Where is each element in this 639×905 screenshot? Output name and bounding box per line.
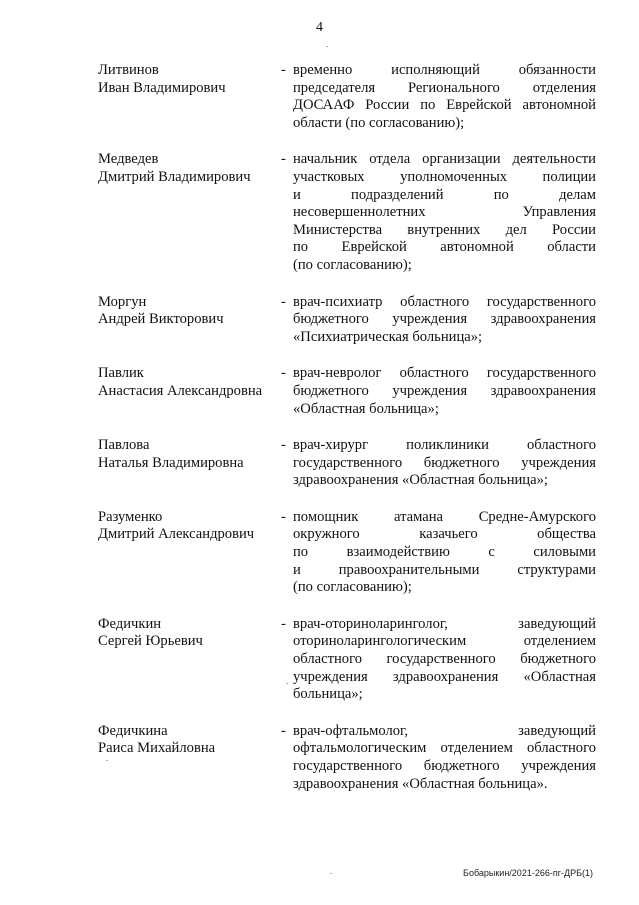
position-line: (по согласованию); <box>293 579 412 596</box>
position-line: по Еврейской автономной области <box>293 239 596 256</box>
position-line: государственного бюджетного учреждения <box>293 454 596 471</box>
position-line: председателя Регионального отделения <box>293 79 596 96</box>
members-list <box>98 62 596 793</box>
position-line: врач-офтальмолог, заведующий <box>293 722 596 739</box>
member-given-names: Иван Владимирович <box>98 79 226 96</box>
member-given-names: Дмитрий Владимирович <box>98 168 251 185</box>
member-entry <box>98 365 596 418</box>
member-given-names: Раиса Михайловна <box>98 740 216 757</box>
position-line: и правоохранительными структурами <box>293 561 596 578</box>
member-surname: Федичкин <box>98 615 162 632</box>
member-name <box>98 616 281 704</box>
position-line: учреждения здравоохранения «Областная <box>293 668 596 685</box>
member-position <box>293 365 596 418</box>
document-code: Бобарыкин/2021-266-пг-ДРБ(1) <box>463 868 593 878</box>
member-surname: Медведев <box>98 151 159 168</box>
position-line: офтальмологическим отделением областного <box>293 740 596 757</box>
member-given-names: Наталья Владимировна <box>98 454 244 471</box>
member-entry <box>98 294 596 347</box>
member-surname: Федичкина <box>98 722 168 739</box>
position-line: государственного бюджетного учреждения <box>293 758 596 774</box>
entry-dash: - <box>281 615 286 632</box>
member-entry <box>98 616 596 704</box>
member-name <box>98 723 281 793</box>
member-surname: Павлова <box>98 437 150 454</box>
position-line: врач-невролог областного государственного <box>293 365 596 382</box>
position-line: врач-психиатр областного государственного <box>293 293 596 310</box>
position-line: (по согласованию); <box>293 256 412 273</box>
position-line: оториноларингологическим отделением <box>293 633 596 650</box>
entry-dash: - <box>281 293 286 310</box>
page-number: 4 <box>316 20 323 35</box>
position-line: Министерства внутренних дел России <box>293 221 596 238</box>
entry-dash: - <box>281 365 286 382</box>
member-position <box>293 509 596 597</box>
position-line: «Областная больница»; <box>293 400 439 417</box>
position-line: больница»; <box>293 686 363 703</box>
position-line: врач-хирург поликлиники областного <box>293 437 596 454</box>
member-entry <box>98 723 596 793</box>
member-position <box>293 294 596 347</box>
member-name <box>98 437 281 490</box>
position-line: несовершеннолетних Управления <box>293 204 596 221</box>
entry-dash: - <box>281 62 286 78</box>
member-surname: Павлик <box>98 365 144 382</box>
scan-speck <box>286 683 288 684</box>
position-line: окружного казачьего общества <box>293 526 596 543</box>
member-surname: Моргун <box>98 293 147 310</box>
member-name <box>98 151 281 274</box>
member-name <box>98 365 281 418</box>
position-line: помощник атамана Средне-Амурского <box>293 508 596 525</box>
member-position <box>293 151 596 274</box>
member-name <box>98 294 281 347</box>
member-name <box>98 509 281 597</box>
scan-speck <box>330 873 332 874</box>
position-line: врач-оториноларинголог, заведующий <box>293 615 596 632</box>
position-line: бюджетного учреждения здравоохранения <box>293 382 596 399</box>
position-line: области (по согласованию); <box>293 114 465 131</box>
member-given-names: Сергей Юрьевич <box>98 633 203 650</box>
position-line: временно исполняющий обязанности <box>293 62 596 78</box>
entry-dash: - <box>281 437 286 454</box>
position-line: ДОСААФ России по Еврейской автономной <box>293 97 596 114</box>
member-entry <box>98 151 596 274</box>
member-surname: Литвинов <box>98 62 159 78</box>
member-position <box>293 437 596 490</box>
scan-speck <box>106 760 108 761</box>
position-line: начальник отдела организации деятельности <box>293 151 596 168</box>
entry-dash: - <box>281 722 286 739</box>
member-given-names: Анастасия Александровна <box>98 382 263 399</box>
member-name <box>98 62 281 132</box>
position-line: областного государственного бюджетного <box>293 651 596 668</box>
position-line: здравоохранения «Областная больница». <box>293 775 548 792</box>
entry-dash: - <box>281 151 286 168</box>
member-given-names: Андрей Викторович <box>98 311 224 328</box>
member-position <box>293 723 596 793</box>
position-line: по взаимодействию с силовыми <box>293 544 596 561</box>
member-position <box>293 62 596 132</box>
position-line: и подразделений по делам <box>293 186 596 203</box>
member-surname: Разуменко <box>98 508 163 525</box>
member-position <box>293 616 596 704</box>
position-line: здравоохранения «Областная больница»; <box>293 472 548 489</box>
member-entry <box>98 509 596 597</box>
member-entry <box>98 62 596 132</box>
member-entry <box>98 437 596 490</box>
position-line: бюджетного учреждения здравоохранения <box>293 311 596 328</box>
member-given-names: Дмитрий Александрович <box>98 526 255 543</box>
position-line: участковых уполномоченных полиции <box>293 168 596 185</box>
position-line: «Психиатрическая больница»; <box>293 328 483 345</box>
scan-speck <box>326 46 328 47</box>
entry-dash: - <box>281 508 286 525</box>
